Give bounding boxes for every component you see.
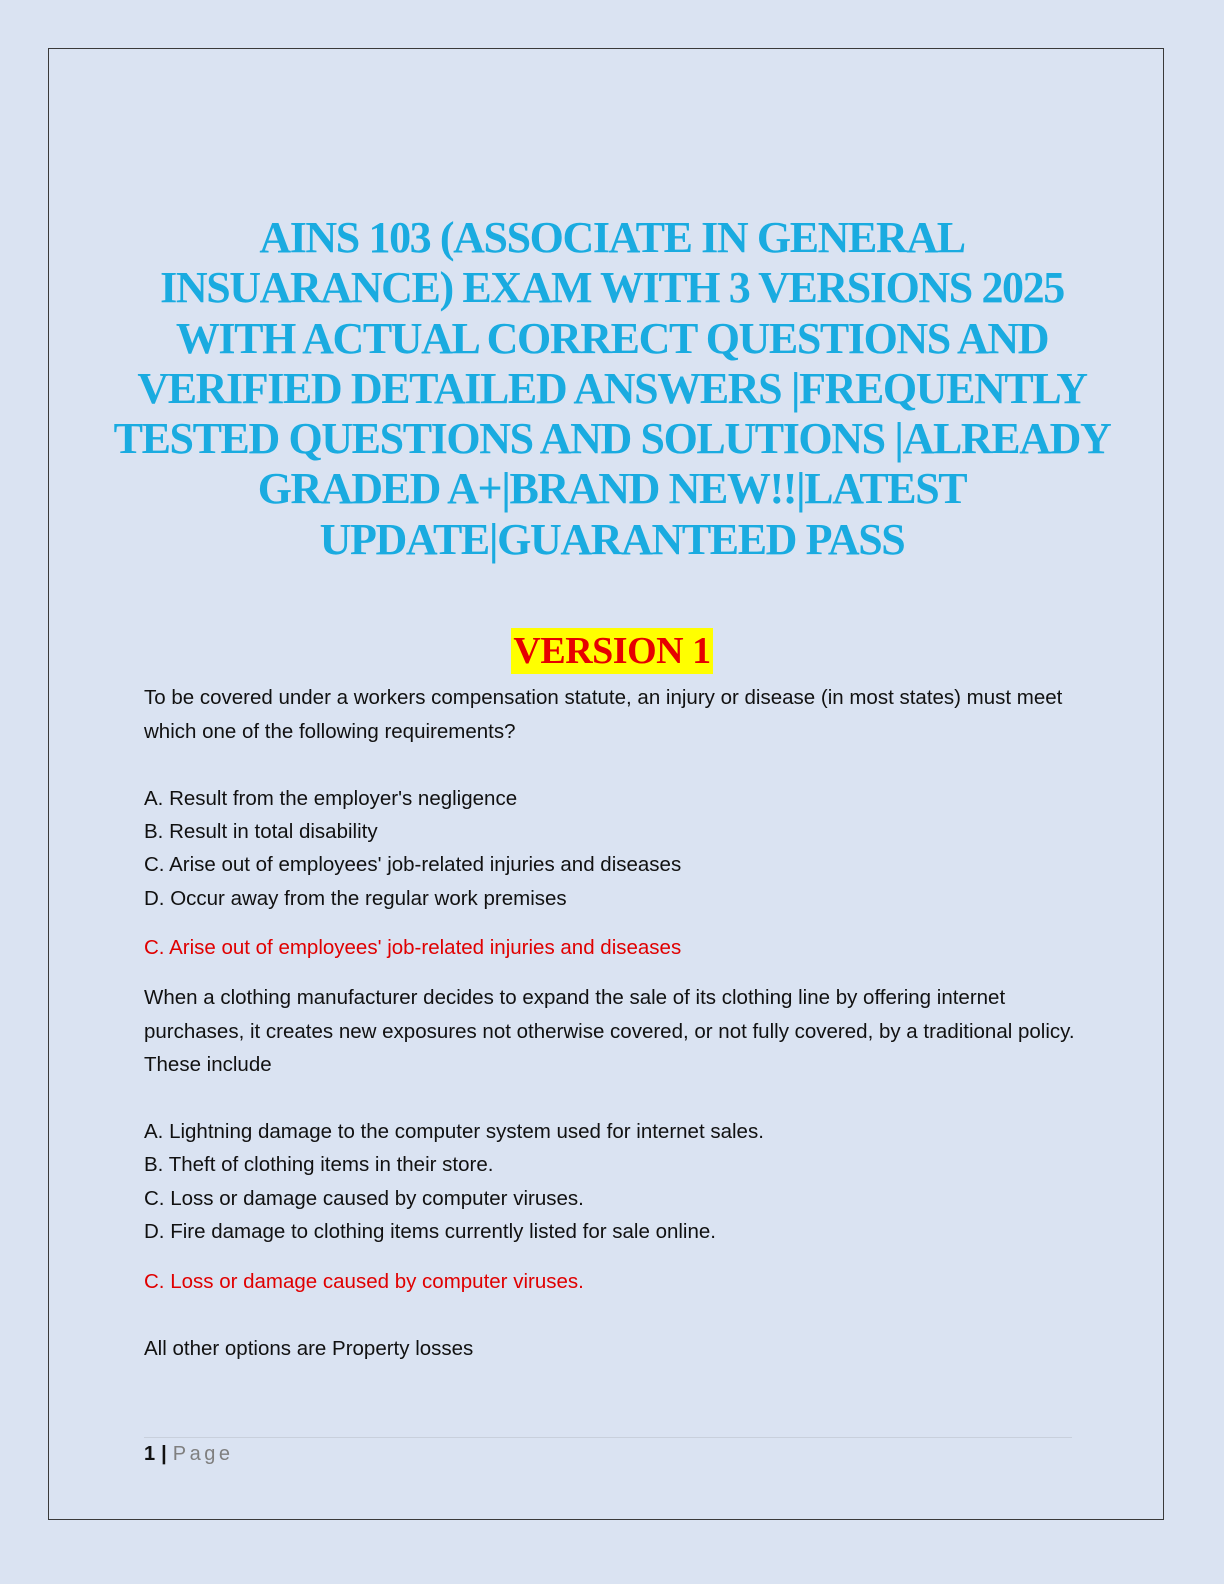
footer-divider: [144, 1437, 1072, 1438]
document-title: AINS 103 (ASSOCIATE IN GENERAL INSUARANCE) EXAM WITH 3 VERSIONS 2025 WITH ACTUAL CORRECT QUESTIONS AND VERIFIED DETAILED ANSWERS |FREQUENTLY TESTED QUESTIONS AND SOLUTIONS |ALREADY GRADED A+|BRAND NEW!!|LATEST UPDATE|GUARANTEED PASS: [113, 213, 1111, 564]
question-2-note: All other options are Property losses: [144, 1337, 474, 1360]
version-heading: [0, 628, 1224, 674]
version-label: VERSION 1: [513, 630, 711, 672]
question-2-option-a: A. Lightning damage to the computer system used for internet sales.: [144, 1120, 764, 1143]
question-1-option-d: D. Occur away from the regular work premises: [144, 887, 567, 910]
question-1-option-b: B. Result in total disability: [144, 820, 378, 843]
page-footer: [144, 1441, 233, 1467]
question-1-text: To be covered under a workers compensation statute, an injury or disease (in most states) must meet which one of the following requirements?: [144, 686, 1063, 743]
question-1-answer: C. Arise out of employees' job-related injuries and diseases: [144, 936, 682, 959]
question-2-answer: C. Loss or damage caused by computer viruses.: [144, 1270, 584, 1293]
page-label: Page: [172, 1443, 234, 1465]
question-1-option-a: A. Result from the employer's negligence: [144, 787, 518, 810]
question-2-text: When a clothing manufacturer decides to expand the sale of its clothing line by offering internet purchases, it creates new exposures not otherwise covered, or not fully covered, by a traditional policy. These include: [144, 986, 1075, 1076]
question-2-option-d: D. Fire damage to clothing items currently listed for sale online.: [144, 1220, 716, 1243]
question-2-option-b: B. Theft of clothing items in their store.: [144, 1153, 494, 1176]
footer-separator: |: [161, 1443, 167, 1465]
question-1-option-c: C. Arise out of employees' job-related injuries and diseases: [144, 853, 682, 876]
page-number: 1: [144, 1443, 156, 1465]
question-2-option-c: C. Loss or damage caused by computer viruses.: [144, 1187, 584, 1210]
